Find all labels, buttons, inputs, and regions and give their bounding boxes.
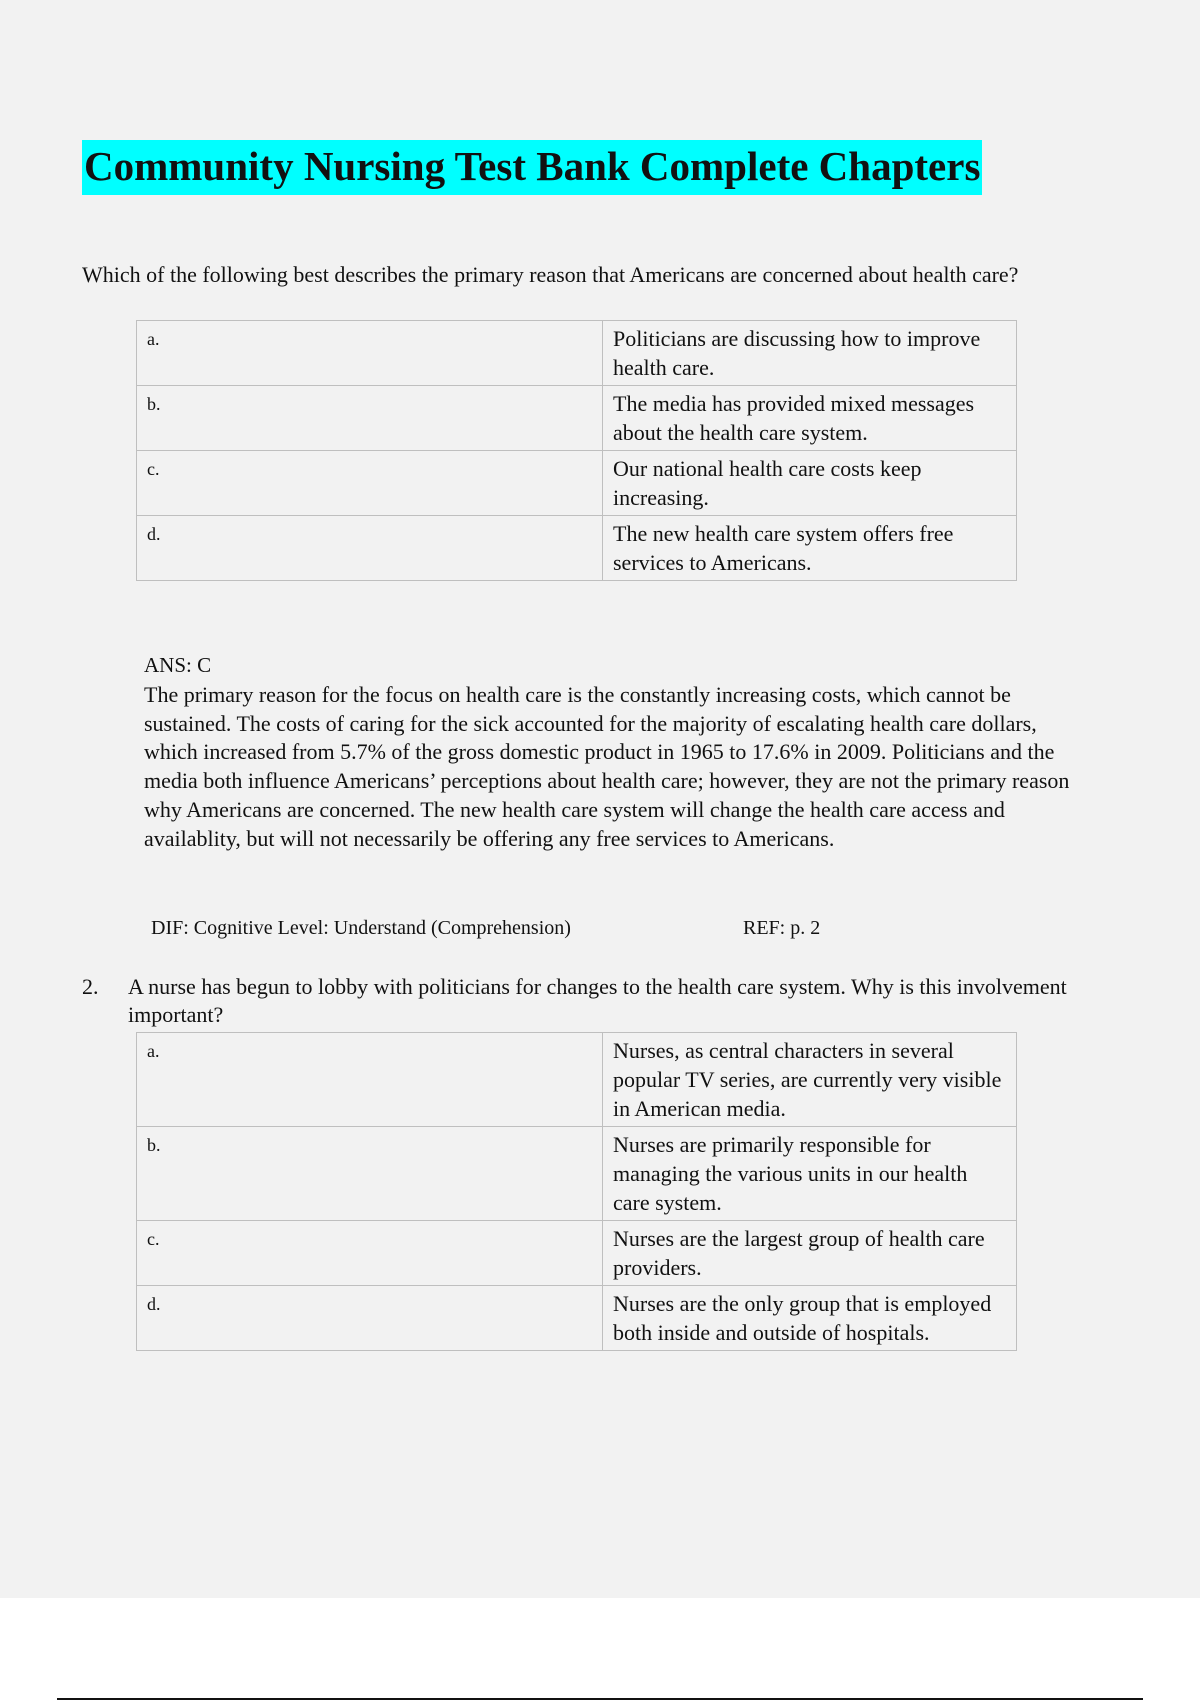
option-row <box>137 451 1017 516</box>
option-row <box>137 1286 1017 1351</box>
option-letter: d. <box>137 1286 603 1351</box>
option-text: Nurses, as central characters in several popular TV series, are currently very visible in American media. <box>603 1033 1017 1127</box>
option-row <box>137 516 1017 581</box>
option-letter: c. <box>137 1221 603 1286</box>
option-text: Politicians are discussing how to improve health care. <box>603 321 1017 386</box>
question-2-number: 2. <box>82 974 99 999</box>
option-text: Our national health care costs keep increasing. <box>603 451 1017 516</box>
question-2-text: A nurse has begun to lobby with politicians for changes to the health care system. Why is this involvement important? <box>128 974 1067 1027</box>
question-1-text: Which of the following best describes the primary reason that Americans are concerned about health care? <box>82 262 1019 287</box>
option-text: The media has provided mixed messages about the health care system. <box>603 386 1017 451</box>
option-text: Nurses are the only group that is employed both inside and outside of hospitals. <box>603 1286 1017 1351</box>
option-letter: b. <box>137 1127 603 1221</box>
option-letter: a. <box>137 1033 603 1127</box>
option-row <box>137 1127 1017 1221</box>
option-letter: d. <box>137 516 603 581</box>
option-letter: c. <box>137 451 603 516</box>
document-title <box>82 143 982 189</box>
page-reference: REF: p. 2 <box>743 917 821 939</box>
option-letter: b. <box>137 386 603 451</box>
answer-key: ANS: C <box>144 653 212 677</box>
difficulty-level: DIF: Cognitive Level: Understand (Comprehension) <box>151 917 571 939</box>
question-1-options <box>136 320 1017 581</box>
option-text: Nurses are the largest group of health care providers. <box>603 1221 1017 1286</box>
option-text: The new health care system offers free services to Americans. <box>603 516 1017 581</box>
title-highlight: Community Nursing Test Bank Complete Chapters <box>82 140 982 195</box>
option-row <box>137 1221 1017 1286</box>
option-text: Nurses are primarily responsible for managing the various units in our health care system. <box>603 1127 1017 1221</box>
answer-rationale: The primary reason for the focus on health care is the constantly increasing costs, which cannot be sustained. The costs of caring for the sick accounted for the majority of escalating health care dollars, which increased from 5.7% of the gross domestic product in 1965 to 17.6% in 2009. Politicians and the media both influence Americans’ perceptions about health care; however, they are not the primary reason why Americans are concerned. The new health care system will change the health care access and availablity, but will not necessarily be offering any free services to Americans. <box>144 682 1070 851</box>
question-2-options <box>136 1032 1017 1351</box>
question-2 <box>82 973 1072 1029</box>
option-row <box>137 1033 1017 1127</box>
option-row <box>137 386 1017 451</box>
option-letter: a. <box>137 321 603 386</box>
option-row <box>137 321 1017 386</box>
